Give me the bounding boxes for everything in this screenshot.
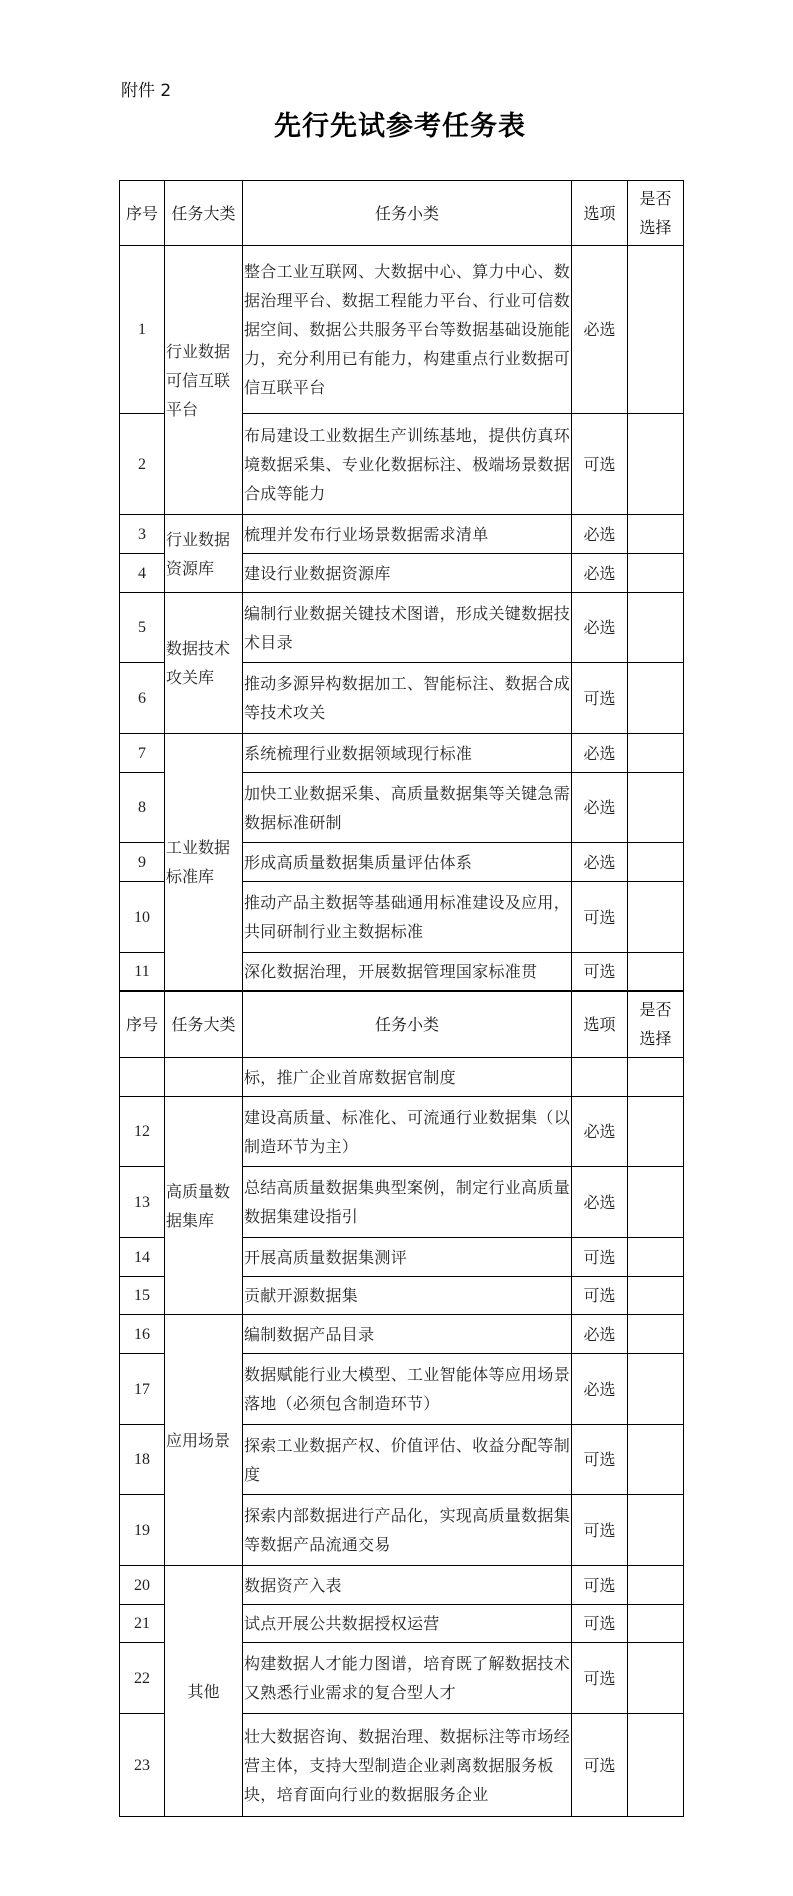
select-cell[interactable]: [628, 246, 684, 414]
category-cell: 应用场景: [165, 1315, 243, 1566]
row-no: 13: [120, 1167, 165, 1238]
option-cell: 可选: [572, 953, 628, 991]
subtask-cell: 编制数据产品目录: [243, 1315, 572, 1354]
option-cell: 必选: [572, 1354, 628, 1425]
row-no: 21: [120, 1605, 165, 1643]
row-no: 12: [120, 1097, 165, 1167]
header-subtask: 任务小类: [243, 991, 572, 1058]
select-cell[interactable]: [628, 1566, 684, 1605]
table-row: [120, 246, 684, 414]
select-cell[interactable]: [628, 953, 684, 991]
option-cell: 可选: [572, 1605, 628, 1643]
row-no: 20: [120, 1566, 165, 1605]
option-cell: 必选: [572, 246, 628, 414]
select-cell[interactable]: [628, 1495, 684, 1566]
table-row: [120, 593, 684, 663]
option-cell: 必选: [572, 593, 628, 663]
option-cell: 必选: [572, 515, 628, 554]
header-category: 任务大类: [165, 991, 243, 1058]
table-row: [120, 1097, 684, 1167]
select-cell[interactable]: [628, 1167, 684, 1238]
subtask-cell: 系统梳理行业数据领域现行标准: [243, 734, 572, 773]
option-cell: 必选: [572, 1097, 628, 1167]
option-cell: 必选: [572, 773, 628, 843]
row-no: 11: [120, 953, 165, 991]
select-cell[interactable]: [628, 593, 684, 663]
subtask-cell: 总结高质量数据集典型案例，制定行业高质量数据集建设指引: [243, 1167, 572, 1238]
select-cell[interactable]: [628, 554, 684, 593]
option-cell: 必选: [572, 734, 628, 773]
option-cell: 可选: [572, 1495, 628, 1566]
subtask-cell: 加快工业数据采集、高质量数据集等关键急需数据标准研制: [243, 773, 572, 843]
row-no: 23: [120, 1714, 165, 1817]
select-cell[interactable]: [628, 1277, 684, 1315]
header-category: 任务大类: [165, 181, 243, 246]
category-cell: 行业数据可信互联平台: [165, 246, 243, 515]
subtask-cell: 推动多源异构数据加工、智能标注、数据合成等技术攻关: [243, 663, 572, 734]
row-no: 9: [120, 843, 165, 882]
option-cell: 可选: [572, 1277, 628, 1315]
table-header-row-repeat: [120, 991, 684, 1058]
category-cell: 其他: [165, 1566, 243, 1817]
row-no: 5: [120, 593, 165, 663]
select-cell[interactable]: [628, 1238, 684, 1277]
row-no: 7: [120, 734, 165, 773]
option-cell: 必选: [572, 1315, 628, 1354]
category-cell: 行业数据资源库: [165, 515, 243, 593]
subtask-cell: 构建数据人才能力图谱，培育既了解数据技术又熟悉行业需求的复合型人才: [243, 1643, 572, 1714]
row-no: 3: [120, 515, 165, 554]
category-cell: 工业数据标准库: [165, 734, 243, 991]
row-no: 17: [120, 1354, 165, 1425]
subtask-cell: 推动产品主数据等基础通用标准建设及应用，共同研制行业主数据标准: [243, 882, 572, 953]
subtask-cell: 形成高质量数据集质量评估体系: [243, 843, 572, 882]
subtask-cell: 探索内部数据进行产品化，实现高质量数据集等数据产品流通交易: [243, 1495, 572, 1566]
select-cell[interactable]: [628, 414, 684, 515]
select-cell[interactable]: [628, 1315, 684, 1354]
select-cell[interactable]: [628, 882, 684, 953]
header-no: 序号: [120, 181, 165, 246]
option-cell: 可选: [572, 882, 628, 953]
subtask-cell: 建设行业数据资源库: [243, 554, 572, 593]
select-cell[interactable]: [628, 1643, 684, 1714]
option-cell: 可选: [572, 1238, 628, 1277]
select-cell[interactable]: [628, 515, 684, 554]
subtask-cell: 壮大数据咨询、数据治理、数据标注等市场经营主体，支持大型制造企业剥离数据服务板块，培育面向行业的数据服务企业: [243, 1714, 572, 1817]
table-row: [120, 515, 684, 554]
subtask-cell: 梳理并发布行业场景数据需求清单: [243, 515, 572, 554]
table-row: [120, 1315, 684, 1354]
category-cell: [165, 1058, 243, 1097]
select-cell[interactable]: [628, 1058, 684, 1097]
table-row: [120, 734, 684, 773]
row-no: 22: [120, 1643, 165, 1714]
header-select: 是否选择: [628, 181, 684, 246]
row-no: 16: [120, 1315, 165, 1354]
row-no: 14: [120, 1238, 165, 1277]
row-no: 6: [120, 663, 165, 734]
subtask-cell: 试点开展公共数据授权运营: [243, 1605, 572, 1643]
subtask-cell: 编制行业数据关键技术图谱，形成关键数据技术目录: [243, 593, 572, 663]
option-cell: 可选: [572, 1566, 628, 1605]
row-no: 15: [120, 1277, 165, 1315]
category-cell: 高质量数据集库: [165, 1097, 243, 1315]
header-select: 是否选择: [628, 991, 684, 1058]
header-subtask: 任务小类: [243, 181, 572, 246]
subtask-cell: 探索工业数据产权、价值评估、收益分配等制度: [243, 1425, 572, 1495]
select-cell[interactable]: [628, 1605, 684, 1643]
select-cell[interactable]: [628, 663, 684, 734]
row-no: [120, 1058, 165, 1097]
select-cell[interactable]: [628, 1425, 684, 1495]
option-cell: 必选: [572, 1167, 628, 1238]
row-no: 10: [120, 882, 165, 953]
select-cell[interactable]: [628, 1354, 684, 1425]
option-cell: 必选: [572, 554, 628, 593]
header-option: 选项: [572, 991, 628, 1058]
option-cell: 可选: [572, 414, 628, 515]
option-cell: 可选: [572, 1643, 628, 1714]
page-title: 先行先试参考任务表: [274, 111, 526, 142]
attachment-label: 附件 2: [121, 81, 172, 101]
select-cell[interactable]: [628, 773, 684, 843]
header-option: 选项: [572, 181, 628, 246]
header-no: 序号: [120, 991, 165, 1058]
subtask-cell: 布局建设工业数据生产训练基地，提供仿真环境数据采集、专业化数据标注、极端场景数据合成等能力: [243, 414, 572, 515]
row-no: 1: [120, 246, 165, 414]
subtask-cell: 数据赋能行业大模型、工业智能体等应用场景落地（必须包含制造环节）: [243, 1354, 572, 1425]
row-no: 19: [120, 1495, 165, 1566]
select-cell[interactable]: [628, 843, 684, 882]
option-cell: 必选: [572, 843, 628, 882]
select-cell[interactable]: [628, 1097, 684, 1167]
option-cell: [572, 1058, 628, 1097]
subtask-cell: 标，推广企业首席数据官制度: [243, 1058, 572, 1097]
table-row-continuation: [120, 1058, 684, 1097]
row-no: 4: [120, 554, 165, 593]
row-no: 8: [120, 773, 165, 843]
category-cell: 数据技术攻关库: [165, 593, 243, 734]
option-cell: 可选: [572, 663, 628, 734]
task-table: [119, 180, 684, 1817]
subtask-cell: 深化数据治理，开展数据管理国家标准贯: [243, 953, 572, 991]
select-cell[interactable]: [628, 1714, 684, 1817]
option-cell: 可选: [572, 1425, 628, 1495]
subtask-cell: 整合工业互联网、大数据中心、算力中心、数据治理平台、数据工程能力平台、行业可信数据空间、数据公共服务平台等数据基础设施能力，充分利用已有能力，构建重点行业数据可信互联平台: [243, 246, 572, 414]
table-row: [120, 1566, 684, 1605]
row-no: 18: [120, 1425, 165, 1495]
select-cell[interactable]: [628, 734, 684, 773]
option-cell: 可选: [572, 1714, 628, 1817]
subtask-cell: 数据资产入表: [243, 1566, 572, 1605]
subtask-cell: 贡献开源数据集: [243, 1277, 572, 1315]
subtask-cell: 建设高质量、标准化、可流通行业数据集（以制造环节为主）: [243, 1097, 572, 1167]
subtask-cell: 开展高质量数据集测评: [243, 1238, 572, 1277]
table-header-row: [120, 181, 684, 246]
row-no: 2: [120, 414, 165, 515]
